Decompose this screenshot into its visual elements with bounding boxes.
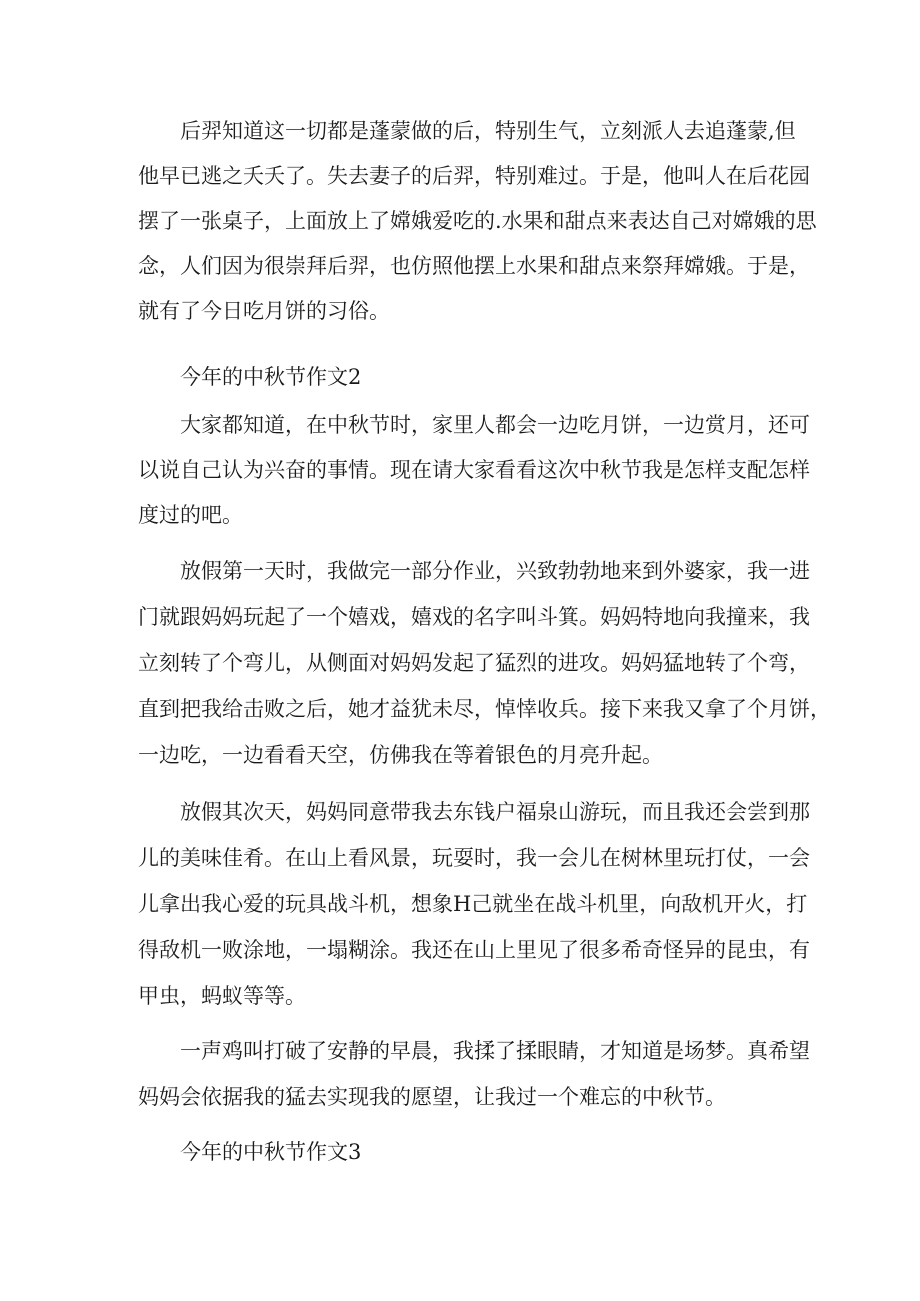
paragraph-line: 一声鸡叫打破了安静的早晨，我揉了揉眼睛，才知道是场梦。真希望 bbox=[180, 1039, 810, 1063]
paragraph-line: 门就跟妈妈玩起了一个嬉戏，嬉戏的名字叫斗箕。妈妈特地向我撞来，我 bbox=[138, 605, 810, 629]
paragraph-line: 儿拿出我心爱的玩具战斗机，想象H己就坐在战斗机里，向敌机开火，打 bbox=[138, 892, 808, 916]
paragraph-line: 立刻转了个弯儿，从侧面对妈妈发起了猛烈的进攻。妈妈猛地转了个弯， bbox=[138, 651, 810, 675]
section-heading: 今年的中秋节作文2 bbox=[180, 365, 362, 389]
paragraph-line: 摆了一张桌子，上面放上了嫦娥爱吃的.水果和甜点来表达自己对嫦娥的思 bbox=[138, 209, 817, 233]
paragraph-line: 度过的吧。 bbox=[138, 503, 243, 527]
paragraph-line: 后羿知道这一切都是蓬蒙做的后，特别生气，立刻派人去追蓬蒙,但 bbox=[180, 119, 796, 143]
paragraph-line: 妈妈会依据我的猛去实现我的愿望，让我过一个难忘的中秋节。 bbox=[138, 1085, 726, 1109]
paragraph-line: 以说自己认为兴奋的事情。现在请大家看看这次中秋节我是怎样支配怎样 bbox=[138, 458, 810, 482]
paragraph-line: 放假其次天，妈妈同意带我去东钱户福泉山游玩，而且我还会尝到那 bbox=[180, 800, 810, 824]
paragraph-line: 念，人们因为很崇拜后羿，也仿照他摆上水果和甜点来祭拜嫦娥。于是， bbox=[138, 254, 810, 278]
section-heading: 今年的中秋节作文3 bbox=[180, 1140, 362, 1164]
paragraph-line: 一边吃，一边看看天空，仿佛我在等着银色的月亮升起。 bbox=[138, 743, 663, 767]
paragraph-line: 放假第一天时，我做完一部分作业，兴致勃勃地来到外婆家，我一进 bbox=[180, 559, 810, 583]
paragraph-line: 得敌机一败涂地，一塌糊涂。我还在山上里见了很多希奇怪异的昆虫，有 bbox=[138, 938, 810, 962]
paragraph-line: 他早已逃之夭夭了。失去妻子的后羿，特别难过。于是，他叫人在后花园 bbox=[138, 164, 810, 188]
paragraph-line: 儿的美味佳肴。在山上看风景，玩耍时，我一会儿在树林里玩打仗，一会 bbox=[138, 846, 810, 870]
paragraph-line: 就有了今日吃月饼的习俗。 bbox=[138, 299, 390, 323]
paragraph-line: 直到把我给击败之后，她才益犹未尽，悼悻收兵。接下来我又拿了个月饼， bbox=[138, 697, 831, 721]
paragraph-line: 甲虫，蚂蚁等等。 bbox=[138, 984, 306, 1008]
paragraph-line: 大家都知道，在中秋节时，家里人都会一边吃月饼，一边赏月，还可 bbox=[180, 413, 810, 437]
